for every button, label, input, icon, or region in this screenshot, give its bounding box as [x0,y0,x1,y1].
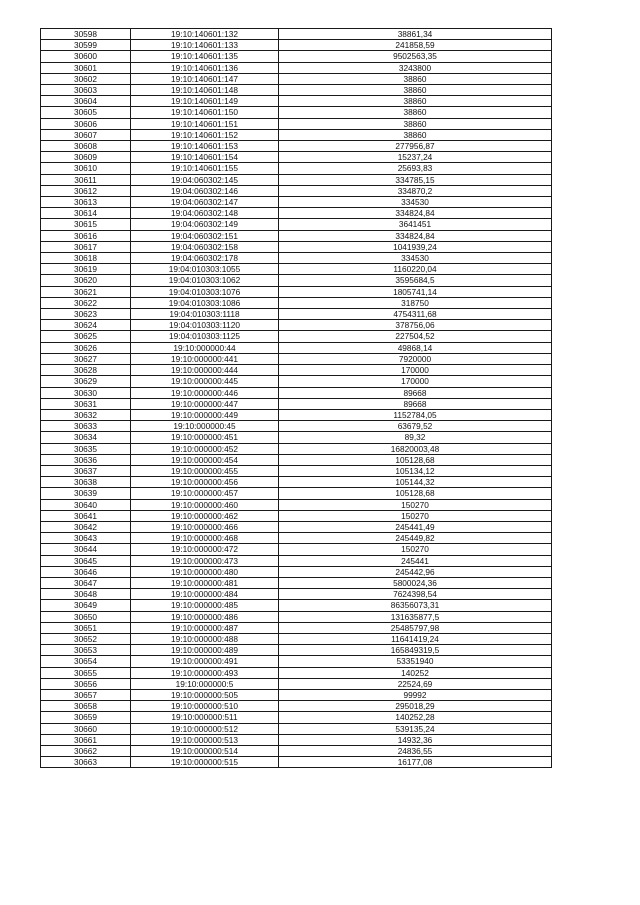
cadastral-value-table [40,28,552,768]
row-number-cell: 30648 [41,589,131,600]
table-row [41,488,552,499]
row-number-cell: 30638 [41,477,131,488]
cadastral-number-cell: 19:10:000000:491 [131,656,279,667]
table-row [41,365,552,376]
cadastral-number-cell: 19:10:140601:132 [131,29,279,40]
table-row [41,645,552,656]
table-row [41,376,552,387]
row-number-cell: 30647 [41,577,131,588]
table-row [41,667,552,678]
cadastral-number-cell: 19:10:000000:489 [131,645,279,656]
table-row [41,566,552,577]
value-cell: 53351940 [279,656,552,667]
cadastral-number-cell: 19:10:000000:481 [131,577,279,588]
value-cell: 334530 [279,197,552,208]
value-cell: 11641419,24 [279,633,552,644]
table-row [41,533,552,544]
value-cell: 38860 [279,118,552,129]
value-cell: 277956,87 [279,141,552,152]
cadastral-number-cell: 19:10:000000:5 [131,678,279,689]
value-cell: 4754311,68 [279,309,552,320]
cadastral-number-cell: 19:10:140601:135 [131,51,279,62]
row-number-cell: 30612 [41,185,131,196]
row-number-cell: 30632 [41,409,131,420]
table-row [41,141,552,152]
value-cell: 1152784,05 [279,409,552,420]
value-cell: 15237,24 [279,152,552,163]
value-cell: 150270 [279,510,552,521]
table-row [41,297,552,308]
table-row [41,129,552,140]
table-row [41,163,552,174]
table-row [41,118,552,129]
cadastral-number-cell: 19:10:140601:153 [131,141,279,152]
row-number-cell: 30603 [41,85,131,96]
row-number-cell: 30607 [41,129,131,140]
value-cell: 16820003,48 [279,443,552,454]
table-row [41,51,552,62]
value-cell: 334785,15 [279,174,552,185]
value-cell: 49868,14 [279,342,552,353]
row-number-cell: 30635 [41,443,131,454]
row-number-cell: 30617 [41,241,131,252]
table-row [41,197,552,208]
cadastral-number-cell: 19:10:140601:155 [131,163,279,174]
value-cell: 38861,34 [279,29,552,40]
table-row [41,398,552,409]
cadastral-number-cell: 19:10:000000:447 [131,398,279,409]
cadastral-number-cell: 19:10:000000:451 [131,432,279,443]
table-row [41,320,552,331]
cadastral-number-cell: 19:04:060302:158 [131,241,279,252]
row-number-cell: 30598 [41,29,131,40]
value-cell: 150270 [279,544,552,555]
value-cell: 1805741,14 [279,286,552,297]
value-cell: 105134,12 [279,465,552,476]
row-number-cell: 30614 [41,208,131,219]
cadastral-number-cell: 19:10:000000:446 [131,387,279,398]
table-row [41,219,552,230]
cadastral-number-cell: 19:10:000000:449 [131,409,279,420]
cadastral-number-cell: 19:10:000000:445 [131,376,279,387]
row-number-cell: 30624 [41,320,131,331]
row-number-cell: 30600 [41,51,131,62]
table-row [41,387,552,398]
cadastral-number-cell: 19:10:000000:468 [131,533,279,544]
cadastral-number-cell: 19:10:140601:136 [131,62,279,73]
value-cell: 22524,69 [279,678,552,689]
value-cell: 38860 [279,85,552,96]
table-row [41,40,552,51]
cadastral-number-cell: 19:10:000000:455 [131,465,279,476]
value-cell: 86356073,31 [279,600,552,611]
table-row [41,734,552,745]
value-cell: 38860 [279,73,552,84]
row-number-cell: 30652 [41,633,131,644]
row-number-cell: 30625 [41,331,131,342]
cadastral-number-cell: 19:10:000000:514 [131,746,279,757]
row-number-cell: 30626 [41,342,131,353]
row-number-cell: 30602 [41,73,131,84]
value-cell: 38860 [279,129,552,140]
table-row [41,633,552,644]
row-number-cell: 30628 [41,365,131,376]
cadastral-number-cell: 19:10:000000:512 [131,723,279,734]
cadastral-number-cell: 19:10:000000:480 [131,566,279,577]
row-number-cell: 30637 [41,465,131,476]
value-cell: 7920000 [279,353,552,364]
cadastral-number-cell: 19:10:000000:488 [131,633,279,644]
table-row [41,409,552,420]
value-cell: 245449,82 [279,533,552,544]
value-cell: 3243800 [279,62,552,73]
value-cell: 131635877,5 [279,611,552,622]
row-number-cell: 30634 [41,432,131,443]
value-cell: 63679,52 [279,421,552,432]
value-cell: 334870,2 [279,185,552,196]
value-cell: 105128,68 [279,454,552,465]
table-row [41,589,552,600]
table-row [41,421,552,432]
row-number-cell: 30604 [41,96,131,107]
cadastral-number-cell: 19:10:000000:493 [131,667,279,678]
row-number-cell: 30621 [41,286,131,297]
table-row [41,712,552,723]
cadastral-number-cell: 19:10:000000:515 [131,757,279,768]
cadastral-number-cell: 19:04:010303:1118 [131,309,279,320]
row-number-cell: 30627 [41,353,131,364]
cadastral-number-cell: 19:04:060302:149 [131,219,279,230]
value-cell: 99992 [279,689,552,700]
value-cell: 318750 [279,297,552,308]
table-row [41,701,552,712]
row-number-cell: 30609 [41,152,131,163]
row-number-cell: 30608 [41,141,131,152]
row-number-cell: 30662 [41,746,131,757]
cadastral-number-cell: 19:10:140601:150 [131,107,279,118]
table-row [41,331,552,342]
cadastral-number-cell: 19:04:060302:145 [131,174,279,185]
value-cell: 38860 [279,107,552,118]
cadastral-number-cell: 19:10:000000:510 [131,701,279,712]
cadastral-number-cell: 19:10:000000:513 [131,734,279,745]
value-cell: 89668 [279,398,552,409]
table-row [41,723,552,734]
table-row [41,241,552,252]
cadastral-number-cell: 19:04:010303:1086 [131,297,279,308]
cadastral-number-cell: 19:10:000000:441 [131,353,279,364]
table-row [41,96,552,107]
row-number-cell: 30639 [41,488,131,499]
value-cell: 25485797,98 [279,622,552,633]
table-row [41,29,552,40]
table-row [41,454,552,465]
row-number-cell: 30620 [41,275,131,286]
row-number-cell: 30640 [41,499,131,510]
table-row [41,746,552,757]
value-cell: 89,32 [279,432,552,443]
cadastral-number-cell: 19:10:140601:154 [131,152,279,163]
value-cell: 334824,84 [279,208,552,219]
table-row [41,62,552,73]
cadastral-number-cell: 19:10:000000:454 [131,454,279,465]
row-number-cell: 30659 [41,712,131,723]
value-cell: 378756,06 [279,320,552,331]
value-cell: 7624398,54 [279,589,552,600]
row-number-cell: 30601 [41,62,131,73]
value-cell: 245442,96 [279,566,552,577]
row-number-cell: 30599 [41,40,131,51]
table-row [41,611,552,622]
row-number-cell: 30623 [41,309,131,320]
cadastral-number-cell: 19:10:140601:149 [131,96,279,107]
cadastral-number-cell: 19:04:060302:148 [131,208,279,219]
row-number-cell: 30646 [41,566,131,577]
row-number-cell: 30641 [41,510,131,521]
table-row [41,432,552,443]
table-row [41,309,552,320]
cadastral-number-cell: 19:10:000000:466 [131,521,279,532]
cadastral-number-cell: 19:04:060302:151 [131,230,279,241]
row-number-cell: 30663 [41,757,131,768]
table-row [41,264,552,275]
cadastral-number-cell: 19:10:000000:44 [131,342,279,353]
table-row [41,465,552,476]
value-cell: 16177,08 [279,757,552,768]
cadastral-number-cell: 19:10:140601:148 [131,85,279,96]
table-row [41,521,552,532]
table-row [41,499,552,510]
row-number-cell: 30606 [41,118,131,129]
row-number-cell: 30615 [41,219,131,230]
table-row [41,342,552,353]
value-cell: 539135,24 [279,723,552,734]
value-cell: 1041939,24 [279,241,552,252]
table-body [41,29,552,768]
row-number-cell: 30660 [41,723,131,734]
table-row [41,689,552,700]
table-row [41,544,552,555]
row-number-cell: 30631 [41,398,131,409]
cadastral-number-cell: 19:10:000000:487 [131,622,279,633]
cadastral-number-cell: 19:10:000000:452 [131,443,279,454]
cadastral-number-cell: 19:10:000000:473 [131,555,279,566]
value-cell: 245441,49 [279,521,552,532]
row-number-cell: 30661 [41,734,131,745]
value-cell: 24836,55 [279,746,552,757]
cadastral-number-cell: 19:10:000000:45 [131,421,279,432]
table-row [41,600,552,611]
cadastral-number-cell: 19:04:010303:1055 [131,264,279,275]
row-number-cell: 30622 [41,297,131,308]
value-cell: 170000 [279,376,552,387]
value-cell: 165849319,5 [279,645,552,656]
table-row [41,73,552,84]
value-cell: 1160220,04 [279,264,552,275]
cadastral-number-cell: 19:10:000000:444 [131,365,279,376]
row-number-cell: 30645 [41,555,131,566]
table-row [41,622,552,633]
value-cell: 140252 [279,667,552,678]
row-number-cell: 30643 [41,533,131,544]
cadastral-number-cell: 19:10:000000:511 [131,712,279,723]
table-row [41,208,552,219]
table-row [41,230,552,241]
cadastral-number-cell: 19:10:140601:151 [131,118,279,129]
row-number-cell: 30653 [41,645,131,656]
table-row [41,577,552,588]
table-row [41,286,552,297]
cadastral-number-cell: 19:10:000000:472 [131,544,279,555]
value-cell: 295018,29 [279,701,552,712]
table-row [41,353,552,364]
cadastral-number-cell: 19:10:000000:456 [131,477,279,488]
table-row [41,510,552,521]
value-cell: 14932,36 [279,734,552,745]
table-row [41,555,552,566]
row-number-cell: 30655 [41,667,131,678]
value-cell: 241858,59 [279,40,552,51]
cadastral-number-cell: 19:10:140601:133 [131,40,279,51]
value-cell: 89668 [279,387,552,398]
row-number-cell: 30618 [41,253,131,264]
row-number-cell: 30633 [41,421,131,432]
cadastral-number-cell: 19:04:010303:1125 [131,331,279,342]
row-number-cell: 30654 [41,656,131,667]
value-cell: 334530 [279,253,552,264]
cadastral-number-cell: 19:10:000000:505 [131,689,279,700]
value-cell: 245441 [279,555,552,566]
table-row [41,152,552,163]
table-row [41,678,552,689]
value-cell: 9502563,35 [279,51,552,62]
table-row [41,656,552,667]
cadastral-number-cell: 19:10:000000:460 [131,499,279,510]
row-number-cell: 30644 [41,544,131,555]
row-number-cell: 30656 [41,678,131,689]
row-number-cell: 30649 [41,600,131,611]
cadastral-number-cell: 19:10:140601:147 [131,73,279,84]
row-number-cell: 30657 [41,689,131,700]
row-number-cell: 30636 [41,454,131,465]
row-number-cell: 30629 [41,376,131,387]
row-number-cell: 30611 [41,174,131,185]
cadastral-number-cell: 19:04:010303:1076 [131,286,279,297]
row-number-cell: 30616 [41,230,131,241]
row-number-cell: 30619 [41,264,131,275]
cadastral-number-cell: 19:04:060302:178 [131,253,279,264]
cadastral-number-cell: 19:10:000000:486 [131,611,279,622]
row-number-cell: 30642 [41,521,131,532]
value-cell: 150270 [279,499,552,510]
cadastral-number-cell: 19:10:140601:152 [131,129,279,140]
value-cell: 170000 [279,365,552,376]
cadastral-number-cell: 19:10:000000:484 [131,589,279,600]
table-row [41,253,552,264]
row-number-cell: 30650 [41,611,131,622]
row-number-cell: 30651 [41,622,131,633]
value-cell: 227504,52 [279,331,552,342]
table-row [41,174,552,185]
cadastral-number-cell: 19:10:000000:462 [131,510,279,521]
table-row [41,185,552,196]
table-row [41,107,552,118]
value-cell: 105144,32 [279,477,552,488]
value-cell: 140252,28 [279,712,552,723]
value-cell: 25693,83 [279,163,552,174]
cadastral-number-cell: 19:04:060302:146 [131,185,279,196]
value-cell: 105128,68 [279,488,552,499]
row-number-cell: 30605 [41,107,131,118]
table-row [41,85,552,96]
value-cell: 334824,84 [279,230,552,241]
row-number-cell: 30610 [41,163,131,174]
table-row [41,757,552,768]
value-cell: 3641451 [279,219,552,230]
table-row [41,275,552,286]
cadastral-number-cell: 19:10:000000:457 [131,488,279,499]
value-cell: 3595684,5 [279,275,552,286]
row-number-cell: 30658 [41,701,131,712]
cadastral-number-cell: 19:10:000000:485 [131,600,279,611]
value-cell: 38860 [279,96,552,107]
table-row [41,443,552,454]
cadastral-number-cell: 19:04:010303:1120 [131,320,279,331]
cadastral-number-cell: 19:04:060302:147 [131,197,279,208]
value-cell: 5800024,36 [279,577,552,588]
row-number-cell: 30630 [41,387,131,398]
table-row [41,477,552,488]
row-number-cell: 30613 [41,197,131,208]
cadastral-number-cell: 19:04:010303:1062 [131,275,279,286]
